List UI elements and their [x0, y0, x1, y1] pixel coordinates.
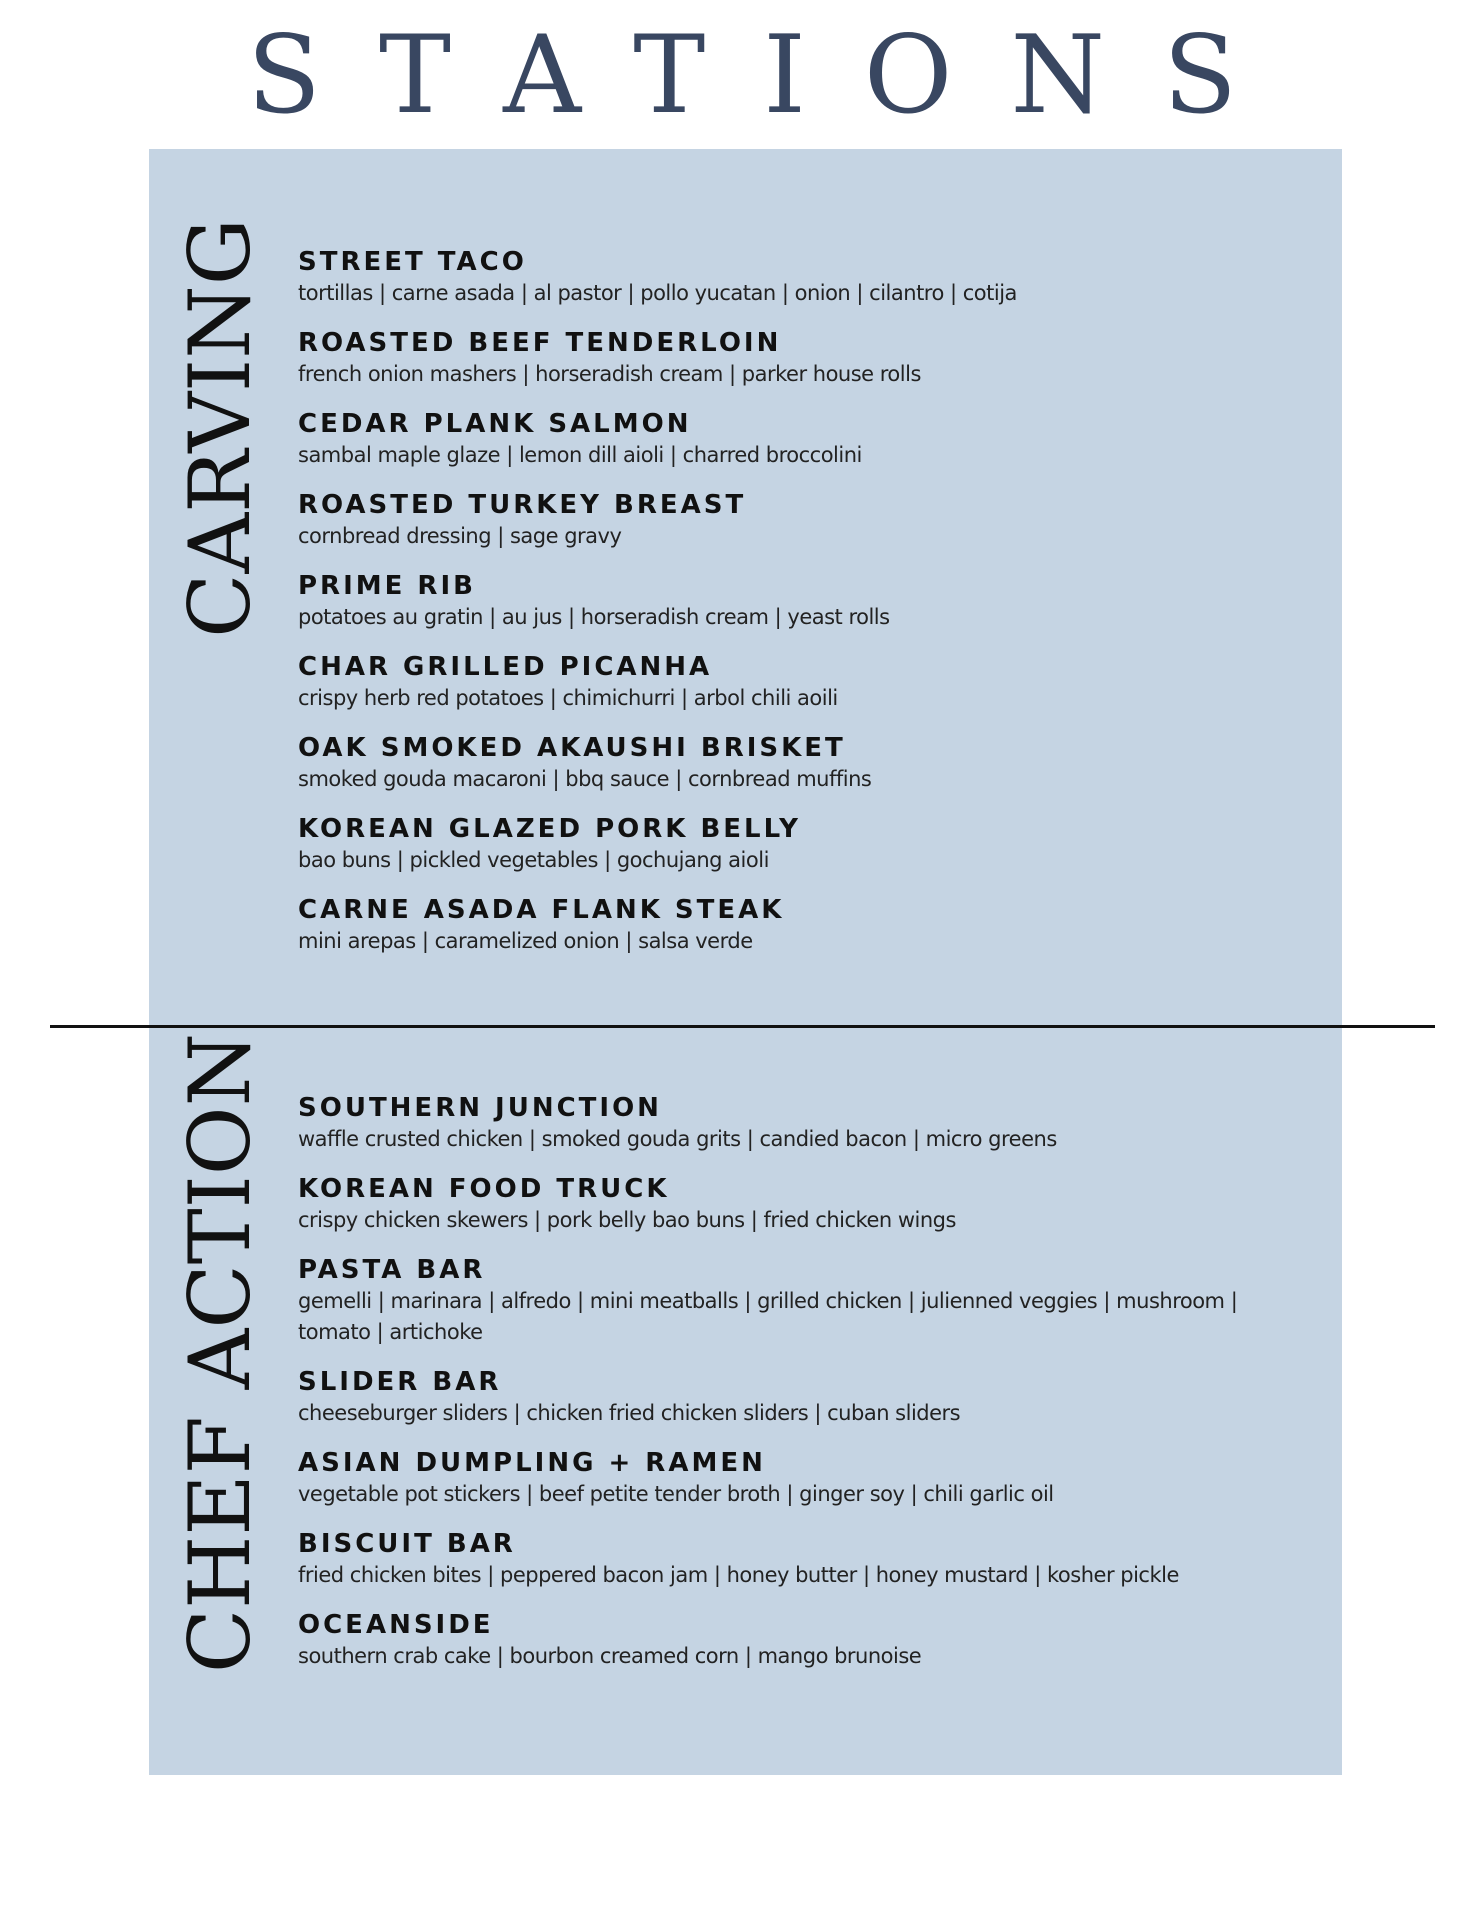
menu-item [298, 732, 1298, 795]
item-description: vegetable pot stickers | beef petite tender broth | ginger soy | chili garlic oil [298, 1482, 1054, 1506]
item-name: BISCUIT BAR [298, 1529, 516, 1559]
item-description: sambal maple glaze | lemon dill aioli | charred broccolini [298, 443, 862, 467]
item-description: potatoes au gratin | au jus | horseradish cream | yeast rolls [298, 605, 890, 629]
item-description: crispy chicken skewers | pork belly bao buns | fried chicken wings [298, 1208, 956, 1232]
item-name: ROASTED TURKEY BREAST [298, 490, 747, 520]
menu-item [298, 813, 1298, 876]
menu-item [298, 1528, 1298, 1591]
item-name: ROASTED BEEF TENDERLOIN [298, 328, 782, 358]
section-label-chef-action: CHEF ACTION [171, 1032, 269, 1674]
item-name: SOUTHERN JUNCTION [298, 1093, 662, 1123]
menu-item [298, 1447, 1298, 1510]
page-title: STATIONS [247, 13, 1295, 138]
item-name: PASTA BAR [298, 1255, 486, 1285]
item-description: bao buns | pickled vegetables | gochujang aioli [298, 848, 769, 872]
item-name: ASIAN DUMPLING + RAMEN [298, 1448, 766, 1478]
item-name: KOREAN GLAZED PORK BELLY [298, 814, 801, 844]
menu-item [298, 651, 1298, 714]
item-name: CHAR GRILLED PICANHA [298, 652, 713, 682]
menu-item [298, 489, 1298, 552]
menu-item [298, 327, 1298, 390]
item-description: smoked gouda macaroni | bbq sauce | cornbread muffins [298, 767, 872, 791]
chef-action-menu-list [298, 1092, 1298, 1690]
item-description: gemelli | marinara | alfredo | mini meatballs | grilled chicken | julienned veggies | mushroom | tomato | artichoke [298, 1289, 1238, 1344]
section-label-carving: CARVING [171, 218, 269, 638]
section-divider [50, 1025, 1435, 1028]
item-description: fried chicken bites | peppered bacon jam | honey butter | honey mustard | kosher pickle [298, 1563, 1179, 1587]
menu-item [298, 570, 1298, 633]
menu-item [298, 408, 1298, 471]
menu-item [298, 1366, 1298, 1429]
item-description: mini arepas | caramelized onion | salsa verde [298, 929, 753, 953]
menu-item [298, 1609, 1298, 1672]
item-name: OAK SMOKED AKAUSHI BRISKET [298, 733, 846, 763]
item-description: cheeseburger sliders | chicken fried chicken sliders | cuban sliders [298, 1401, 961, 1425]
menu-item [298, 246, 1298, 309]
item-description: tortillas | carne asada | al pastor | pollo yucatan | onion | cilantro | cotija [298, 281, 1017, 305]
menu-item [298, 1254, 1298, 1348]
item-description: crispy herb red potatoes | chimichurri | arbol chili aoili [298, 686, 838, 710]
item-name: CEDAR PLANK SALMON [298, 409, 692, 439]
menu-item [298, 1092, 1298, 1155]
item-name: CARNE ASADA FLANK STEAK [298, 895, 785, 925]
item-name: PRIME RIB [298, 571, 476, 601]
item-description: waffle crusted chicken | smoked gouda grits | candied bacon | micro greens [298, 1127, 1057, 1151]
item-description: southern crab cake | bourbon creamed corn | mango brunoise [298, 1644, 922, 1668]
menu-item [298, 894, 1298, 957]
item-description: cornbread dressing | sage gravy [298, 524, 622, 548]
item-name: KOREAN FOOD TRUCK [298, 1174, 670, 1204]
item-name: OCEANSIDE [298, 1610, 494, 1640]
carving-menu-list [298, 246, 1298, 975]
item-name: SLIDER BAR [298, 1367, 502, 1397]
item-description: french onion mashers | horseradish cream | parker house rolls [298, 362, 921, 386]
item-name: STREET TACO [298, 247, 527, 277]
menu-item [298, 1173, 1298, 1236]
